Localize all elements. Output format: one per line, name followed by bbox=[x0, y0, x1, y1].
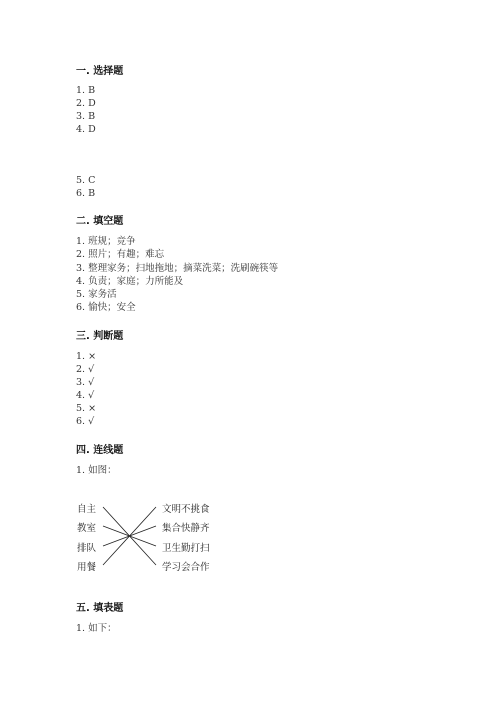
answer-line: 1. 班规；竞争 bbox=[76, 236, 136, 247]
answer-line: 1. 如图： bbox=[76, 465, 117, 476]
right-item: 文明不挑食 bbox=[162, 504, 210, 515]
right-item: 集合快静齐 bbox=[162, 523, 210, 534]
left-item: 排队 bbox=[77, 543, 97, 554]
right-item: 学习会合作 bbox=[162, 562, 210, 573]
section-heading-choice: 一. 选择题 bbox=[76, 66, 124, 77]
answer-line: 4. √ bbox=[76, 390, 95, 401]
answer-line: 5. 家务活 bbox=[76, 289, 117, 300]
section-heading-fill: 二. 填空题 bbox=[76, 216, 124, 227]
left-item: 用餐 bbox=[77, 562, 97, 573]
section-heading-matching: 四. 连线题 bbox=[76, 445, 124, 456]
answer-line: 3. B bbox=[76, 111, 96, 122]
left-item: 教室 bbox=[77, 523, 97, 534]
answer-line: 6. 愉快；安全 bbox=[76, 302, 136, 313]
answer-line: 2. D bbox=[76, 98, 96, 109]
answer-line: 1. 如下： bbox=[76, 623, 117, 634]
answer-line: 3. 整理家务；扫地拖地；摘菜洗菜；洗刷碗筷等 bbox=[76, 263, 279, 274]
answer-line: 4. 负责；家庭；力所能及 bbox=[76, 276, 184, 287]
answer-line: 3. √ bbox=[76, 377, 95, 388]
answer-line: 2. √ bbox=[76, 364, 95, 375]
answer-line: 4. D bbox=[76, 124, 96, 135]
answer-line: 5. C bbox=[76, 175, 96, 186]
answer-line: 6. B bbox=[76, 188, 96, 199]
answer-line: 2. 照片；有趣；难忘 bbox=[76, 249, 165, 260]
answer-line: 1. × bbox=[76, 351, 97, 362]
section-heading-table: 五. 填表题 bbox=[76, 603, 124, 614]
left-item: 自主 bbox=[77, 504, 97, 515]
answer-line: 1. B bbox=[76, 85, 96, 96]
answer-line: 5. × bbox=[76, 403, 97, 414]
section-heading-judge: 三. 判断题 bbox=[76, 331, 124, 342]
right-item: 卫生勤打扫 bbox=[162, 543, 210, 554]
answer-line: 6. √ bbox=[76, 416, 95, 427]
